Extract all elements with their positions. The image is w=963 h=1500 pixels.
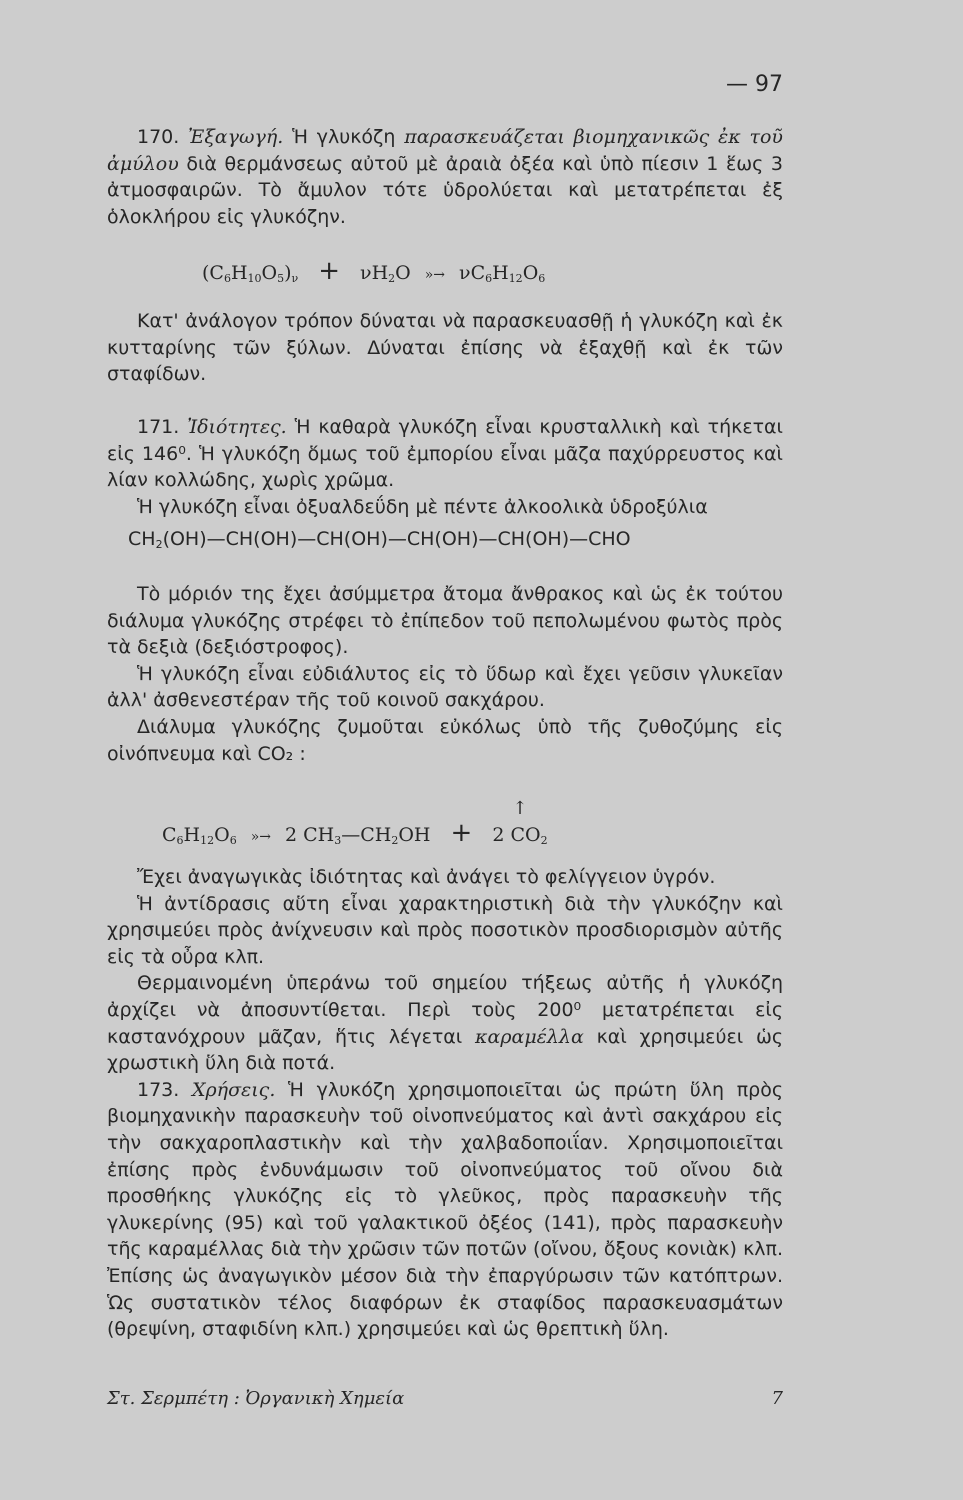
equation-hydrolysis: $(C_6H_{10}O_5)_\nu + \nu H_2O$ »→ $\nu C_6H_{12}O_6$ — [202, 256, 546, 286]
paragraph-uses: 173. Χρήσεις. Ἡ γλυκόζη χρησιμοποιεῖται ὡς πρώτη ὕλη πρὸς βιομηχανικὴν παρασκευὴν τοῦ οἰνοπνεύματος καὶ ἀντὶ σακχάρου εἰς τὴν σακχαροπλαστικὴν καὶ τὴν χαλβαδοποιΐαν. Χρησιμοποιεῖται ἐπίσης πρὸς ἐνδυνάμωσιν τοῦ οἰνοπνεύματος τοῦ οἴνου διὰ προσθήκης γλυκόζης εἰς τὸ γλεῦκος, πρὸς παρασκευὴν τῆς γλυκερίνης (95) καὶ τοῦ γαλακτικοῦ ὀξέος (141), πρὸς παρασκευὴν τῆς καραμέλλας διὰ τὴν χρῶσιν τῶν ποτῶν (οἴνου, ὄξους κονιὰκ) κλπ. Ἐπίσης ὡς ἀναγωγικὸν μέσον διὰ τὴν ἐπαργύρωσιν τῶν κατόπτρων. Ὡς συστατικὸν τέλος διαφόρων ἐκ σταφίδος παρασκευασμάτων (θρεψίνη, σταφιδίνη κλπ.) χρησιμεύει καὶ ὡς θρεπτικὴ ὕλη. — [107, 1078, 783, 1341]
section-reducing — [107, 864, 783, 1343]
section-title: Χρήσεις. — [191, 1078, 276, 1101]
section-number: 173. — [137, 1078, 192, 1101]
section-title: Ἰδιότητες. — [187, 416, 287, 438]
section-analog — [107, 308, 783, 388]
paragraph-ferment: Διάλυμα γλυκόζης ζυμοῦται εὐκόλως ὑπὸ τῆς ζυθοζύμης εἰς οἰνόπνευμα καὶ CO₂ : — [107, 715, 783, 765]
paragraph-analog: Κατ' ἀνάλογον τρόπον δύναται νὰ παρασκευασθῇ ἡ γλυκόζη καὶ ἐκ κυτταρίνης τῶν ξύλων. Δύναται ἐπίσης νὰ ἐξαχθῇ καὶ ἐκ τῶν σταφίδων. — [107, 310, 783, 386]
page-number: — 97 — [726, 72, 783, 97]
section-number: 170. — [137, 126, 189, 148]
footer-author-title: Στ. Σερμπέτη : Ὀργανικὴ Χημεία — [107, 1388, 405, 1409]
section-properties-cont — [107, 581, 783, 767]
equation-fermentation: $C_6H_{12}O_6$ »→ 2 $CH_3—CH_2OH$ + ↑ 2 $CO_2$ — [162, 798, 548, 848]
section-171 — [107, 414, 783, 520]
signature-number: 7 — [771, 1388, 783, 1409]
section-170 — [107, 124, 783, 230]
section-title: Ἐξαγωγή. — [188, 126, 284, 148]
section-number: 171. — [137, 416, 188, 438]
paragraph-properties: 171. Ἰδιότητες. Ἡ καθαρὰ γλυκόζη εἶναι κρυσταλλικὴ καὶ τήκεται εἰς 146⁰. Ἡ γλυκόζη ὅμως τοῦ ἐμπορίου εἶναι μᾶζα παχύρρευστος καὶ λίαν κολλώδης, χωρὶς χρῶμα. — [107, 416, 783, 492]
paragraph-soluble: Ἡ γλυκόζη εἶναι εὐδιάλυτος εἰς τὸ ὕδωρ καὶ ἔχει γεῦσιν γλυκεῖαν ἀλλ' ἀσθενεστέραν τῆς τοῦ κοινοῦ σακχάρου. — [107, 662, 783, 712]
paragraph-reaction: Ἡ ἀντίδρασις αὕτη εἶναι χαρακτηριστικὴ διὰ τὴν γλυκόζην καὶ χρησιμεύει πρὸς ἀνίχνευσιν καὶ πρὸς ποσοτικὸν προσδιορισμὸν αὐτῆς εἰς τὰ οὖρα κλπ. — [107, 892, 783, 968]
paragraph-reducing: Ἔχει ἀναγωγικὰς ἰδιότητας καὶ ἀνάγει τὸ φελίγγειον ὑγρόν. — [137, 866, 716, 888]
emphasis-text: παρασκευάζεται βιομηχανικῶς ἐκ τοῦ ἀμύλου — [107, 126, 783, 175]
paragraph-preparation: 170. Ἐξαγωγή. Ἡ γλυκόζη παρασκευάζεται βιομηχανικῶς ἐκ τοῦ ἀμύλου διὰ θερμάνσεως αὐτοῦ μὲ ἀραιὰ ὀξέα καὶ ὑπὸ πίεσιν 1 ἕως 3 ἀτμοσφαιρῶν. Τὸ ἄμυλον τότε ὑδρολύεται καὶ μετατρέπεται ἐξ ὁλοκλήρου εἰς γλυκόζην. — [107, 126, 783, 228]
formula-glucose-chain: $CH_2(OH)—CH(OH)—CH(OH)—CH(OH)—CH(OH)—CHO$ — [128, 528, 631, 551]
page-footer — [107, 1388, 783, 1409]
paragraph-molecule: Τὸ μόριόν της ἔχει ἀσύμμετρα ἄτομα ἄνθρακος καὶ ὡς ἐκ τούτου διάλυμα γλυκόζης στρέφει τὸ ἐπίπεδον τοῦ πεπολωμένου φωτὸς πρὸς τὰ δεξιὰ (δεξιόστροφος). — [107, 583, 783, 659]
paragraph-heat: Θερμαινομένη ὑπεράνω τοῦ σημείου τήξεως αὐτῆς ἡ γλυκόζη ἀρχίζει νὰ ἀποσυντίθεται. Περὶ τοὺς 200⁰ μετατρέπεται εἰς καστανόχρουν μᾶζαν, ἥτις λέγεται καραμέλλα καὶ χρησιμεύει ὡς χρωστικὴ ὕλη διὰ ποτά. — [107, 972, 784, 1075]
paragraph-aldehyde: Ἡ γλυκόζη εἶναι ὀξυαλδεΰδη μὲ πέντε ἀλκοολικὰ ὑδροξύλια — [137, 495, 708, 518]
gas-arrow-icon: ↑ — [512, 798, 528, 819]
caramel-term: καραμέλλα — [475, 1025, 584, 1048]
